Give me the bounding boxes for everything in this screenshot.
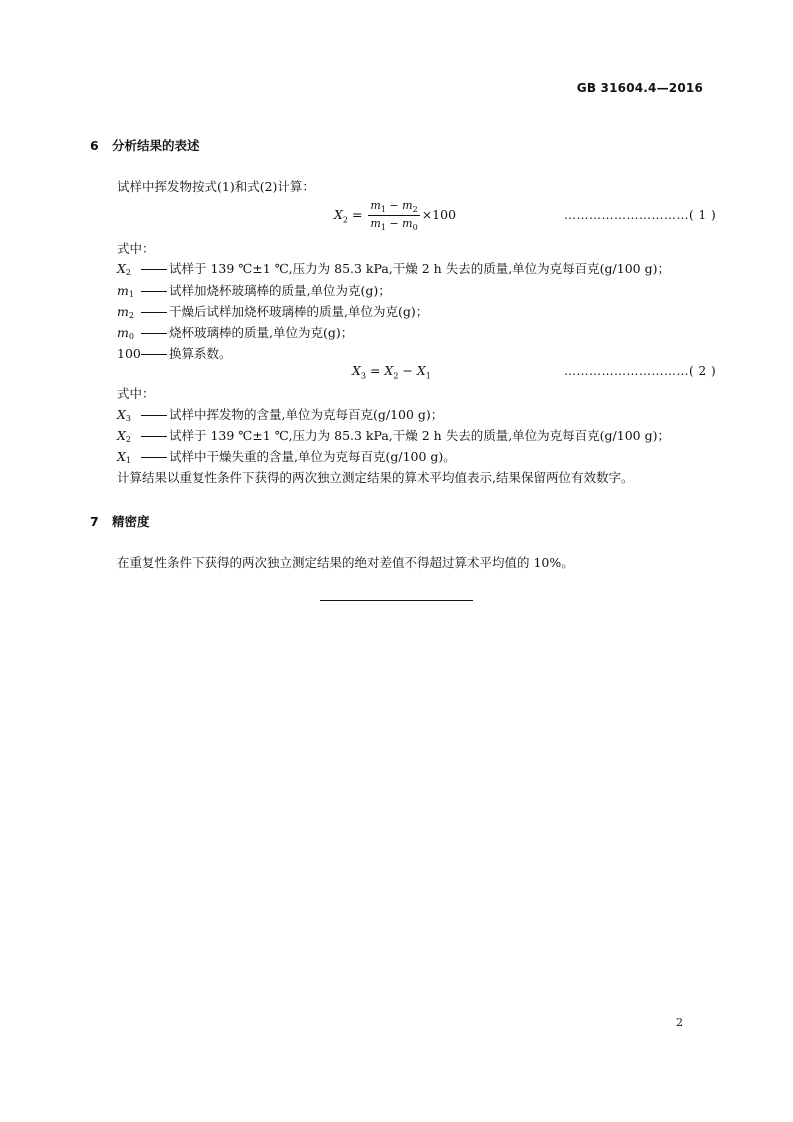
section-6-number: 6 [90,138,99,153]
section-6-conclusion: 计算结果以重复性条件下获得的两次独立测定结果的算术平均值表示,结果保留两位有效数字。 [117,470,634,485]
formula-1-number: …………………………( 1 ) [564,208,717,222]
definition-x2-repeat: $X_2$ 试样于 139 ℃±1 ℃,压力为 85.3 kPa,干燥 2 h 失去的质量,单位为克每百克(g/100 g)； [117,428,670,444]
where-label-1: 式中： [117,241,155,256]
section-7-title: 精密度 [112,514,150,529]
definition-m1: $m_1$ 试样加烧杯玻璃棒的质量,单位为克(g)； [117,283,391,299]
section-7-heading [90,512,150,530]
section-7-text: 在重复性条件下获得的两次独立测定结果的绝对差值不得超过算术平均值的 10%。 [117,555,574,570]
definition-m0: $m_0$ 烧杯玻璃棒的质量,单位为克(g)； [117,325,354,341]
formula-1: $X_2$ = $\frac{m_1 - m_2}{m_1 - m_0}$ ×100 [334,199,457,233]
section-6-title: 分析结果的表述 [112,138,200,153]
section-6-intro: 试样中挥发物按式(1)和式(2)计算： [117,179,315,194]
definition-m2: $m_2$ 干燥后试样加烧杯玻璃棒的质量,单位为克(g)； [117,304,429,320]
standard-code: GB 31604.4—2016 [576,81,703,95]
definition-x1: $X_1$ 试样中干燥失重的含量,单位为克每百克(g/100 g)。 [117,449,456,465]
definition-x3: $X_3$ 试样中挥发物的含量,单位为克每百克(g/100 g)； [117,407,444,423]
section-6-heading [90,136,200,154]
where-label-2: 式中： [117,386,155,401]
end-rule [320,600,473,601]
formula-2-number: …………………………( 2 ) [564,364,717,378]
formula-1-fraction: $\frac{m_1 - m_2}{m_1 - m_0}$ [370,199,418,233]
formula-2: $X_3 = X_2 - X_1$ [352,363,431,381]
definition-100: 100 换算系数。 [117,346,232,361]
definition-x2: $X_2$ 试样于 139 ℃±1 ℃,压力为 85.3 kPa,干燥 2 h 失去的质量,单位为克每百克(g/100 g)； [117,261,670,277]
page-number: 2 [676,1016,683,1029]
section-7-number: 7 [90,514,99,529]
